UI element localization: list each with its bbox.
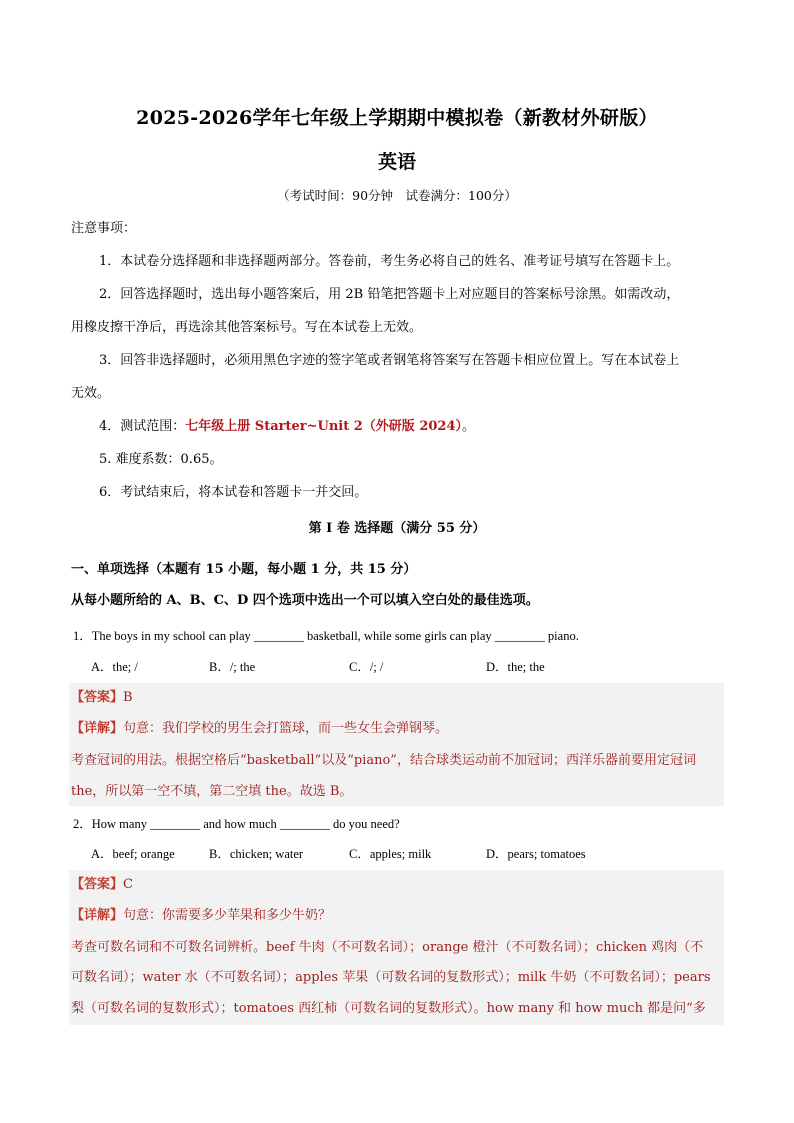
question-2-option-d: D．pears; tomatoes bbox=[486, 847, 586, 861]
exam-meta: （考试时间：90分钟 试卷满分：100分） bbox=[277, 188, 517, 203]
part-instruction: 从每小题所给的 A、B、C、D 四个选项中选出一个可以填入空白处的最佳选项。 bbox=[71, 593, 539, 608]
question-2-explanation-line-3: 梨（可数名词的复数形式）；tomatoes 西红柿（可数名词的复数形式）。how many 和 how much 都是问“多 bbox=[71, 1001, 706, 1016]
detail-label: 【详解】 bbox=[71, 908, 124, 923]
detail-text: 句意：你需要多少苹果和多少牛奶？ bbox=[123, 908, 332, 923]
answer-value: C bbox=[123, 877, 133, 892]
question-2-explanation-line-1: 考查可数名词和不可数名词辨析。beef 牛肉（不可数名词）；orange 橙汁（不可数名词）；chicken 鸡肉（不 bbox=[71, 940, 704, 955]
question-1-explanation-line-2: the，所以第一空不填，第二空填 the。故选 B。 bbox=[71, 784, 353, 799]
question-1-stem: 1．The boys in my school can play ________ basketball, while some girls can play ________ piano. bbox=[73, 629, 579, 643]
part-heading: 一、单项选择（本题有 15 小题，每小题 1 分，共 15 分） bbox=[71, 562, 417, 577]
question-1-explanation-line-1: 考查冠词的用法。根据空格后“basketball”以及“piano”，结合球类运动前不加冠词；西洋乐器前要用定冠词 bbox=[71, 753, 696, 768]
detail-text: 句意：我们学校的男生会打篮球，而一些女生会弹钢琴。 bbox=[123, 721, 449, 736]
question-1-option-a: A．the; / bbox=[91, 660, 138, 674]
notice-item-5: 5. 难度系数：0.65。 bbox=[99, 452, 223, 467]
answer-label: 【答案】 bbox=[71, 877, 124, 892]
notice-item-4 bbox=[99, 417, 724, 437]
test-scope: 七年级上册 Starter~Unit 2（外研版 2024） bbox=[185, 419, 463, 434]
exam-title: 2025-2026学年七年级上学期期中模拟卷（新教材外研版） bbox=[136, 107, 658, 129]
question-2-stem: 2．How many ________ and how much ________ do you need? bbox=[73, 817, 400, 831]
answer-value: B bbox=[123, 690, 133, 705]
subject-title: 英语 bbox=[377, 151, 416, 173]
question-2-detail bbox=[71, 906, 331, 926]
notice-item-6: 6．考试结束后，将本试卷和答题卡一并交回。 bbox=[99, 485, 368, 500]
question-1-option-d: D．the; the bbox=[486, 660, 545, 674]
question-2-option-a: A．beef; orange bbox=[91, 847, 175, 861]
notice-item-2-line-1: 2．回答选择题时，选出每小题答案后，用 2B 铅笔把答题卡上对应题目的答案标号涂黑。如需改动， bbox=[99, 287, 680, 302]
notice-item-4-suffix: 。 bbox=[462, 419, 476, 434]
notice-heading: 注意事项： bbox=[71, 221, 137, 236]
question-2-option-c: C．apples; milk bbox=[349, 847, 432, 861]
notice-item-1: 1．本试卷分选择题和非选择题两部分。答卷前，考生务必将自己的姓名、准考证号填写在答题卡上。 bbox=[99, 254, 680, 269]
section-title: 第 I 卷 选择题（满分 55 分） bbox=[308, 521, 486, 536]
question-1-option-b: B．/; the bbox=[209, 660, 256, 674]
notice-item-2-line-2: 用橡皮擦干净后，再选涂其他答案标号。写在本试卷上无效。 bbox=[71, 320, 423, 335]
notice-item-4-prefix: 4．测试范围： bbox=[99, 419, 186, 434]
detail-label: 【详解】 bbox=[71, 721, 124, 736]
question-2-answer bbox=[71, 875, 133, 895]
answer-label: 【答案】 bbox=[71, 690, 124, 705]
question-2-explanation-line-2: 可数名词）；water 水（不可数名词）；apples 苹果（可数名词的复数形式）；milk 牛奶（不可数名词）；pears bbox=[71, 970, 711, 985]
question-2-option-b: B．chicken; water bbox=[209, 847, 304, 861]
notice-item-3-line-1: 3．回答非选择题时，必须用黑色字迹的签字笔或者钢笔将答案写在答题卡相应位置上。写在本试卷上 bbox=[99, 353, 680, 368]
question-1-option-c: C．/; / bbox=[349, 660, 384, 674]
question-1-answer bbox=[71, 688, 133, 708]
notice-item-3-line-2: 无效。 bbox=[71, 386, 111, 401]
question-1-detail bbox=[71, 719, 448, 739]
